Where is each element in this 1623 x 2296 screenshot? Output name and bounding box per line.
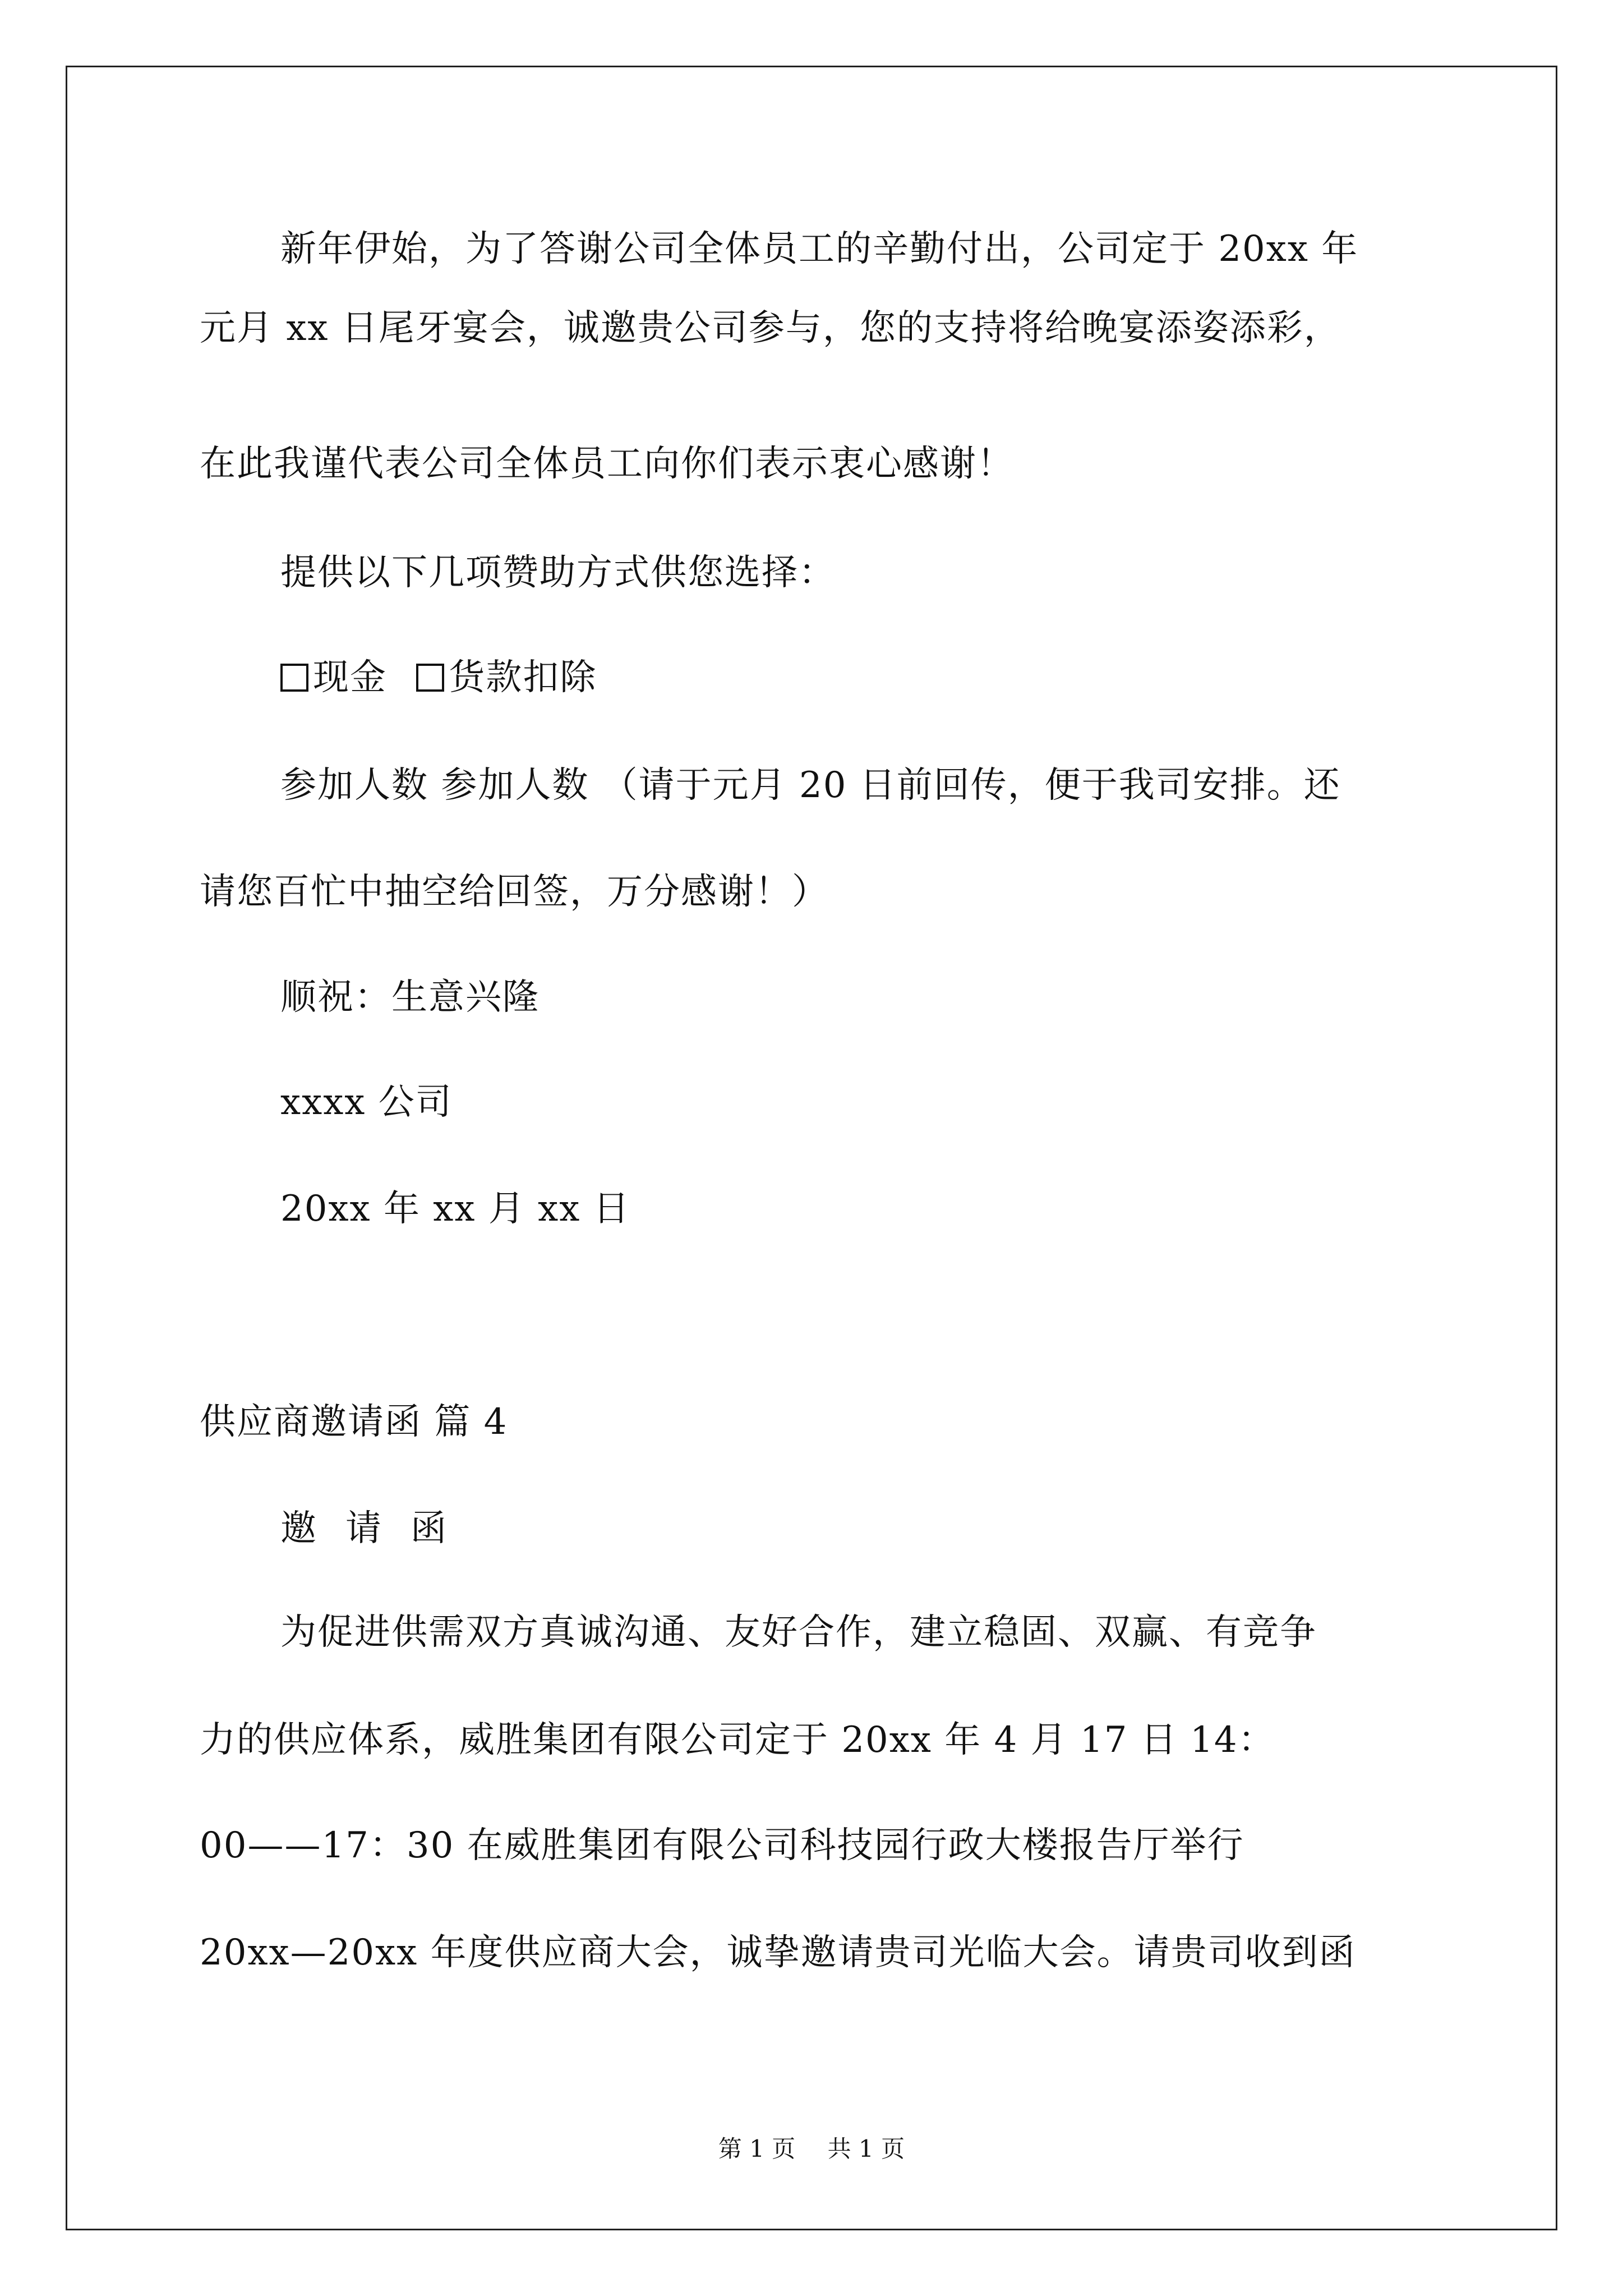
checkbox-cash[interactable] bbox=[280, 664, 308, 692]
letter1-para3-line1: 参加人数 参加人数 （请于元月 20 日前回传，便于我司安排。还 bbox=[280, 765, 1341, 806]
option-cash[interactable] bbox=[280, 655, 387, 700]
option-cash-label: 现金 bbox=[313, 657, 387, 698]
letter2-para1-line1: 为促进供需双方真诚沟通、友好合作，建立稳固、双赢、有竞争 bbox=[280, 1612, 1317, 1653]
option-deduction-label: 货款扣除 bbox=[449, 657, 597, 698]
page-number: 第 1 页 bbox=[718, 2135, 796, 2162]
page-footer bbox=[0, 2134, 1623, 2164]
letter2-para1-line4: 20xx—20xx 年度供应商大会，诚挚邀请贵司光临大会。请贵司收到函 bbox=[200, 1932, 1356, 1973]
page-border bbox=[66, 66, 1557, 2230]
letter1-para1-line3: 在此我谨代表公司全体员工向你们表示衷心感谢！ bbox=[200, 443, 1014, 485]
letter1-company: xxxx 公司 bbox=[280, 1082, 453, 1123]
letter1-options bbox=[280, 655, 614, 700]
letter1-closing: 顺祝：生意兴隆 bbox=[280, 977, 540, 1018]
letter1-para2: 提供以下几项赞助方式供您选择： bbox=[280, 552, 836, 593]
letter1-para1-line2: 元月 xx 日尾牙宴会，诚邀贵公司参与，您的支持将给晚宴添姿添彩， bbox=[200, 307, 1341, 349]
letter2-para1-line2: 力的供应体系，威胜集团有限公司定于 20xx 年 4 月 17 日 14： bbox=[200, 1719, 1275, 1761]
letter2-heading: 邀请函 bbox=[280, 1508, 476, 1549]
letter1-para3-line2: 请您百忙中抽空给回签，万分感谢！） bbox=[200, 871, 829, 913]
checkbox-deduction[interactable] bbox=[416, 664, 444, 692]
section-title: 供应商邀请函 篇 4 bbox=[200, 1401, 508, 1443]
letter1-para1-line1: 新年伊始，为了答谢公司全体员工的辛勤付出，公司定于 20xx 年 bbox=[280, 228, 1359, 270]
page-total: 共 1 页 bbox=[827, 2135, 905, 2162]
option-deduction[interactable] bbox=[416, 655, 597, 700]
letter2-para1-line3: 00——17：30 在威胜集团有限公司科技园行政大楼报告厅举行 bbox=[200, 1825, 1244, 1866]
letter1-date: 20xx 年 xx 月 xx 日 bbox=[280, 1188, 630, 1230]
